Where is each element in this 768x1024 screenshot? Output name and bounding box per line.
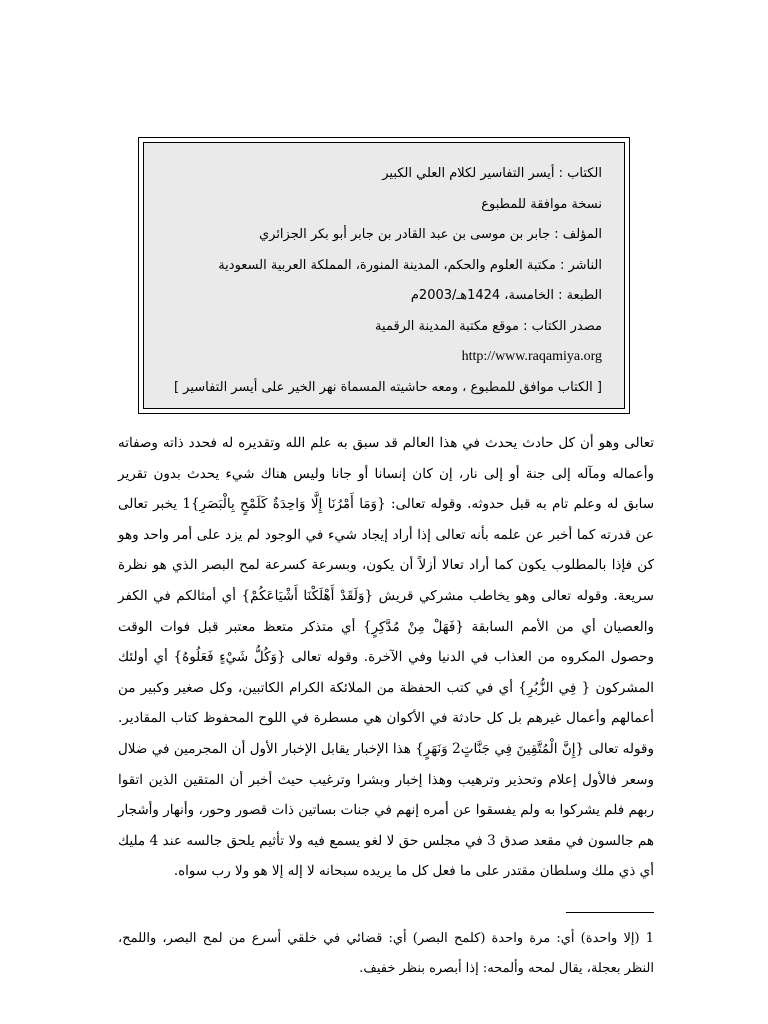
book-info-box (138, 137, 630, 414)
footnote (118, 924, 654, 984)
source-line: مصدر الكتاب : موقع مكتبة المدينة الرقمية (375, 318, 602, 334)
footnote-separator (566, 912, 654, 913)
author-line: المؤلف : جابر بن موسى بن عبد القادر بن جابر أبو بكر الجزائري (258, 227, 602, 242)
edition-note-line: نسخة موافقة للمطبوع (481, 196, 602, 212)
footnote-text: 1 (إلا واحدة) أي: مرة واحدة (كلمح البصر) أي: قضائي في خلقي أسرع من لمح البصر، واللمح، النظر بعجلة، يقال لمحه وألمحه: إذا أبصره بنظر خفيف. (118, 931, 654, 976)
book-info-panel (143, 142, 625, 409)
source-url: http://www.raqamiya.org (461, 349, 602, 364)
tafsir-paragraph: تعالى وهو أن كل حادث يحدث في هذا العالم قد سبق به علم الله وتقديره له فحدد ذاته وصفاته وأعماله ومآله إلى جنة أو إلى نار، إن كان إنسانا أو جانا وليس هناك شيء يحدث بدون تقرير سابق له وعلم تام به قبل حدوثه. وقوله تعالى: {وَمَا أَمْرُنَا إِلَّا وَاحِدَةٌ كَلَمْحٍ بِالْبَصَرِ}1 يخبر تعالى عن قدرته كما أخبر عن علمه بأنه تعالى إذا أراد إيجاد شيء في الوجود لم يزد على أمر واحد وهو كن فإذا بالمطلوب يكون كما أراد تعالا أزلاً أن يكون، وبسرعة كسرعة لمح البصر الذي هو نظرة سريعة. وقوله تعالى وهو يخاطب مشركي قريش {وَلَقَدْ أَهْلَكْنَا أَشْيَاعَكُمْ} أي أمثالكم في الكفر والعصيان أي من الأمم السابقة {فَهَلْ مِنْ مُدَّكِرٍ} أي متذكر متعظ معتبر قبل فوات الوقت وحصول المكروه من العذاب في الدنيا وفي الآخرة. وقوله تعالى {وَكُلُّ شَيْءٍ فَعَلُوهُ} أي أولئك المشركون { فِي الزُّبُرِ} أي في كتب الحفظة من الملائكة الكرام الكاتبين، وكل صغير وكبير من أعمالهم وأعمال غيرهم بل كل حادثة في الأكوان هي مسطرة في اللوح المحفوظ كتاب المقادير. وقوله تعالى {إِنَّ الْمُتَّقِينَ فِي جَنَّاتٍ2 وَنَهَرٍ} هذا الإخبار يقابل الإخبار الأول أن المجرمين في ضلال وسعر فالأول إعلام وتحذير وترهيب وهذا إخبار وبشرا وترغيب حيث أخبر أن المتقين الذين اتقوا ربهم فلم يشركوا به ولم يفسقوا عن أمره إنهم في جنات بساتين ذات قصور وحور، وأنهار وأشجار هم جالسون في مقعد صدق 3 في مجلس حق لا لغو يسمع فيه ولا تأثيم يلحق جالسه عند 4 مليك أي ذي ملك وسلطان مقتدر على ما فعل كل ما يريده سبحانه لا إله إلا هو ولا رب سواه. (118, 435, 655, 880)
publisher-line: الناشر : مكتبة العلوم والحكم، المدينة المنورة، المملكة العربية السعودية (218, 257, 602, 273)
book-title-line: الكتاب : أيسر التفاسير لكلام العلي الكبير (382, 166, 602, 181)
book-note: [ الكتاب موافق للمطبوع ، ومعه حاشيته المسماة نهر الخير على أيسر التفاسير ] (173, 379, 602, 395)
tafsir-body (118, 428, 654, 887)
edition-line: الطبعة : الخامسة، 1424هـ/2003م (410, 288, 602, 303)
